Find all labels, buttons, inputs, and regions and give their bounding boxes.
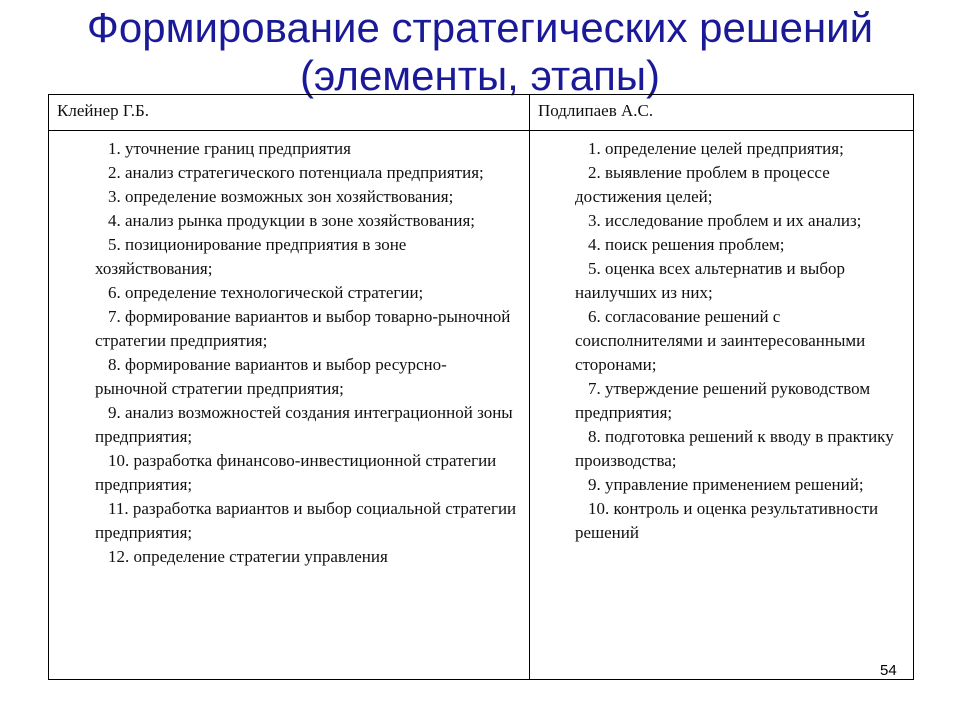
- podlipaev-step-item: [575, 497, 903, 545]
- kleiner-step-item-text: 5. позиционирование предприятия в зоне хозяйствования;: [95, 235, 407, 278]
- slide-title: [0, 0, 960, 104]
- kleiner-step-item: [95, 281, 519, 305]
- podlipaev-step-item-text: 1. определение целей предприятия;: [588, 139, 844, 158]
- kleiner-step-item: [95, 209, 519, 233]
- kleiner-step-item: [95, 497, 519, 545]
- podlipaev-step-item: [575, 377, 903, 425]
- kleiner-step-item: [95, 233, 519, 281]
- kleiner-step-item: [95, 449, 519, 497]
- header-podlipaev: Подлипаев А.С.: [530, 95, 914, 131]
- kleiner-column: [49, 131, 530, 680]
- table-header-row: [49, 95, 914, 131]
- header-kleiner: Клейнер Г.Б.: [49, 95, 530, 131]
- kleiner-step-item-text: 3. определение возможных зон хозяйствования;: [108, 187, 454, 206]
- kleiner-step-item-text: 6. определение технологической стратегии;: [108, 283, 424, 302]
- podlipaev-step-item: [575, 161, 903, 209]
- kleiner-step-item-text: 4. анализ рынка продукции в зоне хозяйствования;: [108, 211, 476, 230]
- podlipaev-step-item-text: 3. исследование проблем и их анализ;: [588, 211, 862, 230]
- podlipaev-step-item-text: 8. подготовка решений к вводу в практику производства;: [575, 427, 894, 470]
- podlipaev-step-item-text: 10. контроль и оценка результативности решений: [575, 499, 879, 542]
- kleiner-step-item: [95, 545, 519, 569]
- kleiner-step-item-text: 9. анализ возможностей создания интеграционной зоны предприятия;: [95, 403, 513, 446]
- kleiner-step-item-text: 8. формирование вариантов и выбор ресурсно-рыночной стратегии предприятия;: [95, 355, 447, 398]
- title-line-2: (элементы, этапы): [299, 52, 661, 99]
- kleiner-step-item: [95, 137, 519, 161]
- table-body-row: [49, 131, 914, 680]
- kleiner-step-item-text: 12. определение стратегии управления: [108, 547, 388, 566]
- podlipaev-step-item: [575, 257, 903, 305]
- podlipaev-step-item-text: 6. согласование решений с соисполнителями и заинтересованными сторонами;: [575, 307, 866, 374]
- podlipaev-column: [530, 131, 914, 680]
- podlipaev-step-item-text: 2. выявление проблем в процессе достижения целей;: [575, 163, 830, 206]
- page-number: 54: [880, 662, 897, 679]
- podlipaev-steps-list: [530, 131, 913, 545]
- kleiner-step-item: [95, 401, 519, 449]
- podlipaev-step-item: [575, 233, 903, 257]
- comparison-table: [48, 94, 914, 680]
- podlipaev-step-item-text: 5. оценка всех альтернатив и выбор наилучших из них;: [575, 259, 846, 302]
- podlipaev-step-item: [575, 209, 903, 233]
- kleiner-step-item: [95, 353, 519, 401]
- kleiner-step-item-text: 11. разработка вариантов и выбор социальной стратегии предприятия;: [95, 499, 517, 542]
- kleiner-step-item: [95, 185, 519, 209]
- podlipaev-step-item: [575, 137, 903, 161]
- podlipaev-step-item: [575, 425, 903, 473]
- kleiner-step-item-text: 10. разработка финансово-инвестиционной стратегии предприятия;: [95, 451, 497, 494]
- kleiner-step-item: [95, 305, 519, 353]
- kleiner-step-item-text: 2. анализ стратегического потенциала предприятия;: [108, 163, 484, 182]
- title-line-1: Формирование стратегических решений: [86, 4, 874, 51]
- podlipaev-step-item-text: 4. поиск решения проблем;: [588, 235, 785, 254]
- podlipaev-step-item-text: 9. управление применением решений;: [588, 475, 864, 494]
- kleiner-step-item-text: 7. формирование вариантов и выбор товарно-рыночной стратегии предприятия;: [95, 307, 511, 350]
- podlipaev-step-item: [575, 305, 903, 377]
- kleiner-step-item: [95, 161, 519, 185]
- kleiner-step-item-text: 1. уточнение границ предприятия: [108, 139, 351, 158]
- podlipaev-step-item-text: 7. утверждение решений руководством предприятия;: [575, 379, 871, 422]
- kleiner-steps-list: [49, 131, 529, 569]
- podlipaev-step-item: [575, 473, 903, 497]
